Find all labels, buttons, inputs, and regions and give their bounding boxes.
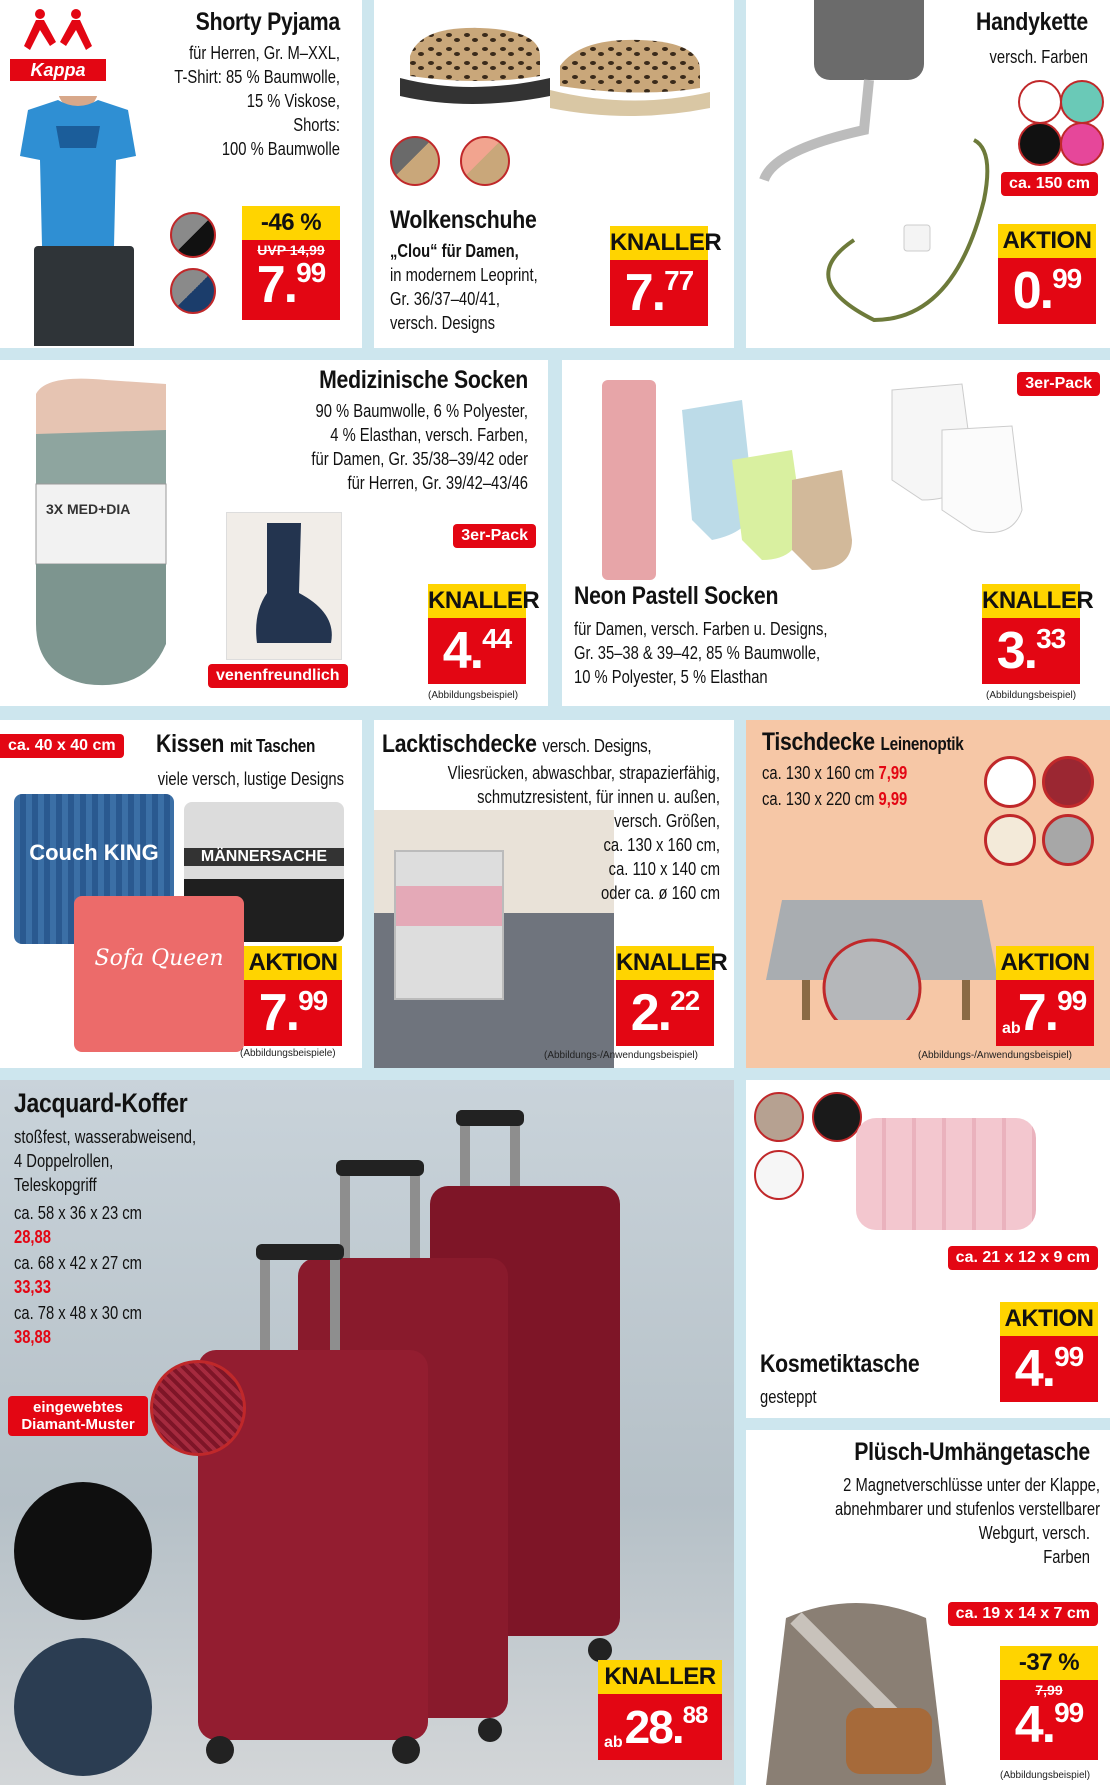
title-suffix: versch. Designs, bbox=[542, 736, 652, 756]
size-price-2: 33,33 bbox=[14, 1277, 51, 1297]
price-box bbox=[242, 206, 340, 320]
price-box bbox=[244, 946, 342, 1046]
product-card-neon-socken[interactable] bbox=[562, 360, 1110, 706]
color-swatch-white bbox=[1018, 80, 1062, 124]
color-swatch-pink bbox=[1060, 122, 1104, 166]
price-cents: 44 bbox=[482, 623, 512, 654]
old-price: UVP 14,99 bbox=[257, 242, 325, 258]
desc-line-1: „Clou“ für Damen, bbox=[390, 241, 519, 261]
woman-with-bag-image bbox=[756, 1578, 956, 1785]
price-tag bbox=[996, 980, 1094, 1046]
price-box bbox=[610, 226, 722, 326]
product-title: Handykette bbox=[975, 8, 1088, 36]
price-box bbox=[998, 224, 1096, 324]
size-line-3: ca. 78 x 48 x 30 cm bbox=[14, 1303, 142, 1323]
product-title: Wolkenschuhe bbox=[390, 206, 537, 234]
aktion-badge: AKTION bbox=[1000, 1302, 1098, 1336]
color-swatch-black bbox=[1018, 122, 1062, 166]
desc-line-3: für Damen, Gr. 35/38–39/42 oder bbox=[311, 449, 528, 469]
old-price: 7,99 bbox=[1035, 1682, 1063, 1698]
price-box bbox=[1000, 1646, 1098, 1760]
size-line-1: ca. 58 x 36 x 23 cm bbox=[14, 1203, 142, 1223]
price-cents: 99 bbox=[1052, 263, 1082, 294]
color-swatch-taupe bbox=[754, 1092, 804, 1142]
aktion-badge: AKTION bbox=[998, 224, 1096, 258]
size-tag: ca. 40 x 40 cm bbox=[0, 734, 124, 758]
price-main: 0. bbox=[1012, 262, 1053, 320]
price-cents: 99 bbox=[298, 985, 328, 1016]
size-tag: ca. 19 x 14 x 7 cm bbox=[948, 1602, 1098, 1626]
product-title: Jacquard-Koffer bbox=[14, 1088, 188, 1118]
product-card-tischdecke[interactable] bbox=[746, 720, 1110, 1068]
shorts-image bbox=[34, 246, 134, 346]
package-image bbox=[394, 850, 504, 1000]
price-main: 4. bbox=[1014, 1340, 1055, 1398]
pastel-socks-image bbox=[592, 370, 1032, 580]
price-from-label: ab bbox=[1002, 1020, 1021, 1037]
desc-line-4: für Herren, Gr. 39/42–43/46 bbox=[347, 473, 528, 493]
price-cents: 88 bbox=[682, 1702, 708, 1729]
product-desc: gesteppt bbox=[760, 1387, 817, 1407]
price-main: 3. bbox=[996, 622, 1037, 680]
desc-line-6: oder ca. ø 160 cm bbox=[601, 883, 720, 903]
price-box bbox=[428, 584, 540, 684]
product-desc: versch. Farben bbox=[989, 47, 1088, 67]
price-tag bbox=[428, 618, 526, 684]
desc-line-4: Shorts: bbox=[293, 115, 340, 135]
svg-text:3X MED+DIA: 3X MED+DIA bbox=[46, 501, 131, 517]
product-title: Plüsch-Umhängetasche bbox=[854, 1438, 1090, 1466]
price-tag bbox=[1000, 1680, 1098, 1760]
sock-on-foot-image bbox=[226, 512, 342, 660]
desc-line-3: versch. Größen, bbox=[614, 811, 720, 831]
price-main: 4. bbox=[1014, 1696, 1055, 1754]
desc-line-2: T-Shirt: 85 % Baumwolle, bbox=[174, 67, 340, 87]
desc-line-2: abnehmbarer und stufenlos verstellbarer bbox=[834, 1499, 1100, 1519]
desc-line-3: Gr. 36/37–40/41, bbox=[390, 289, 500, 309]
desc-line-3: 10 % Polyester, 5 % Elasthan bbox=[574, 667, 768, 687]
title-main: Lacktischdecke bbox=[382, 730, 537, 758]
price-main: 7. bbox=[258, 984, 299, 1042]
product-card-kissen[interactable] bbox=[0, 720, 362, 1068]
size-price: 7,99 bbox=[878, 763, 908, 783]
cosmetic-bag-image bbox=[856, 1118, 1036, 1230]
desc-line-5: ca. 110 x 140 cm bbox=[608, 859, 720, 879]
desc-line-2: 4 Doppelrollen, bbox=[14, 1151, 114, 1171]
color-swatch-black bbox=[812, 1092, 862, 1142]
color-swatch-cream bbox=[984, 814, 1036, 866]
pillow-text: MÄNNERSACHE bbox=[184, 848, 344, 866]
image-note: (Abbildungsbeispiel) bbox=[986, 690, 1077, 701]
size-label: ca. 130 x 160 cm bbox=[762, 763, 875, 783]
size-price-1: 28,88 bbox=[14, 1227, 51, 1247]
discount-badge: -46 % bbox=[242, 206, 340, 240]
desc-line-4: Farben bbox=[1043, 1547, 1090, 1567]
image-note: (Abbildungsbeispiel) bbox=[1000, 1770, 1091, 1781]
price-tag bbox=[244, 980, 342, 1046]
product-title: Shorty Pyjama bbox=[195, 8, 340, 36]
product-card-pyjama[interactable] bbox=[0, 0, 362, 348]
price-main: 7. bbox=[1017, 984, 1058, 1042]
title-main: Kissen bbox=[156, 730, 225, 758]
product-title bbox=[382, 730, 688, 759]
price-cents: 99 bbox=[1054, 1697, 1084, 1728]
desc-line-3: 15 % Viskose, bbox=[246, 91, 340, 111]
price-cents: 22 bbox=[670, 985, 700, 1016]
product-card-umhaengetasche[interactable] bbox=[746, 1430, 1110, 1785]
knaller-badge: KNALLER bbox=[428, 584, 526, 618]
image-note: (Abbildungs-/Anwendungsbeispiel) bbox=[918, 1050, 1072, 1061]
price-cents: 99 bbox=[1054, 1341, 1084, 1372]
pack-tag: 3er-Pack bbox=[453, 524, 536, 548]
color-swatch-grey-black bbox=[170, 212, 216, 258]
desc-line-5: 100 % Baumwolle bbox=[221, 139, 340, 159]
price-main: 2. bbox=[630, 984, 671, 1042]
product-desc: viele versch, lustige Designs bbox=[157, 769, 344, 789]
color-swatch-grey bbox=[1042, 814, 1094, 866]
price-from-label: ab bbox=[604, 1734, 623, 1751]
price-box bbox=[616, 946, 728, 1046]
product-title bbox=[156, 730, 343, 759]
knaller-badge: KNALLER bbox=[598, 1660, 722, 1694]
color-swatch-navy bbox=[14, 1638, 152, 1776]
table-image bbox=[762, 870, 1002, 1020]
price-box bbox=[982, 584, 1094, 684]
desc-line-1: stoßfest, wasserabweisend, bbox=[14, 1127, 197, 1147]
desc-line-2: schmutzresistent, für innen u. außen, bbox=[477, 787, 720, 807]
desc-line-1: für Herren, Gr. M–XXL, bbox=[189, 43, 340, 63]
color-swatch-black bbox=[14, 1482, 152, 1620]
discount-badge: -37 % bbox=[1000, 1646, 1098, 1680]
pillow-sofa-queen bbox=[74, 896, 244, 1052]
aktion-badge: AKTION bbox=[244, 946, 342, 980]
size-price-3: 38,88 bbox=[14, 1327, 51, 1347]
desc-line-1: für Damen, versch. Farben u. Designs, bbox=[574, 619, 828, 639]
price-cents: 77 bbox=[664, 265, 694, 296]
color-swatch-white bbox=[984, 756, 1036, 808]
product-title: Neon Pastell Socken bbox=[574, 582, 779, 610]
pillow-text: Couch KING bbox=[29, 840, 159, 865]
knaller-badge: KNALLER bbox=[982, 584, 1080, 618]
knaller-badge: KNALLER bbox=[610, 226, 708, 260]
price-main: 7. bbox=[256, 256, 297, 314]
image-note: (Abbildungsbeispiele) bbox=[240, 1048, 336, 1059]
product-card-med-socken[interactable] bbox=[0, 360, 548, 706]
product-title: Medizinische Socken bbox=[319, 366, 528, 394]
desc-line-1: 90 % Baumwolle, 6 % Polyester, bbox=[315, 401, 528, 421]
price-tag bbox=[982, 618, 1080, 684]
color-swatch-pink-leo bbox=[460, 136, 510, 186]
image-note: (Abbildungsbeispiel) bbox=[428, 690, 519, 701]
desc-line-3: Teleskopgriff bbox=[14, 1175, 97, 1195]
product-card-kosmetiktasche[interactable] bbox=[746, 1080, 1110, 1418]
desc-line-2: 4 % Elasthan, versch. Farben, bbox=[330, 425, 528, 445]
color-swatch-grey-navy bbox=[170, 268, 216, 314]
color-swatch-grey-leo bbox=[390, 136, 440, 186]
product-card-lacktischdecke[interactable] bbox=[374, 720, 734, 1068]
desc-line-1: 2 Magnetverschlüsse unter der Klappe, bbox=[843, 1475, 1100, 1495]
price-main: 28. bbox=[624, 1701, 683, 1753]
product-title: Kosmetiktasche bbox=[760, 1350, 920, 1378]
price-box bbox=[1000, 1302, 1098, 1402]
size-line-1 bbox=[762, 762, 926, 784]
desc-line-4: versch. Designs bbox=[390, 313, 496, 333]
price-tag bbox=[616, 980, 714, 1046]
size-tag: ca. 150 cm bbox=[1001, 172, 1098, 196]
image-note: (Abbildungs-/Anwendungsbeispiel) bbox=[544, 1050, 698, 1061]
size-label: ca. 130 x 220 cm bbox=[762, 789, 875, 809]
color-swatch-mint bbox=[1060, 80, 1104, 124]
size-tag: ca. 21 x 12 x 9 cm bbox=[948, 1246, 1098, 1270]
price-main: 4. bbox=[442, 622, 483, 680]
diamond-pattern-zoom bbox=[150, 1360, 246, 1456]
price-tag bbox=[610, 260, 708, 326]
product-card-wolkenschuhe[interactable] bbox=[374, 0, 734, 348]
feature-tag: eingewebtes Diamant-Muster bbox=[8, 1396, 148, 1436]
tshirt-image bbox=[18, 96, 138, 246]
product-title bbox=[762, 728, 983, 757]
price-box bbox=[996, 946, 1094, 1046]
suitcase-image bbox=[180, 1110, 640, 1770]
sock-package-image bbox=[26, 374, 176, 692]
product-card-koffer[interactable] bbox=[0, 1080, 734, 1785]
aktion-badge: AKTION bbox=[996, 946, 1094, 980]
title-main: Tischdecke bbox=[762, 728, 875, 756]
size-line-2 bbox=[762, 788, 926, 810]
product-card-handykette[interactable] bbox=[746, 0, 1110, 348]
desc-line-2: Gr. 35–38 & 39–42, 85 % Baumwolle, bbox=[574, 643, 821, 663]
size-line-2: ca. 68 x 42 x 27 cm bbox=[14, 1253, 142, 1273]
price-tag bbox=[1000, 1336, 1098, 1402]
price-cents: 99 bbox=[296, 257, 326, 288]
price-tag bbox=[998, 258, 1096, 324]
desc-line-4: ca. 130 x 160 cm, bbox=[603, 835, 720, 855]
title-suffix: mit Taschen bbox=[229, 736, 316, 756]
price-cents: 33 bbox=[1036, 623, 1066, 654]
kappa-logo bbox=[10, 6, 106, 78]
feature-tag: venenfreundlich bbox=[208, 664, 348, 688]
size-price: 9,99 bbox=[878, 789, 908, 809]
pack-tag: 3er-Pack bbox=[1017, 372, 1100, 396]
brand-label: Kappa bbox=[10, 59, 106, 81]
price-cents: 99 bbox=[1057, 985, 1087, 1016]
slipper-image bbox=[390, 16, 720, 126]
desc-line-1: Vliesrücken, abwaschbar, strapazierfähig, bbox=[447, 763, 720, 783]
price-tag bbox=[242, 240, 340, 320]
pillow-text: Sofa Queen bbox=[94, 946, 224, 971]
title-suffix: Leinenoptik bbox=[880, 734, 964, 754]
price-main: 7. bbox=[624, 264, 665, 322]
color-swatch-bordeaux bbox=[1042, 756, 1094, 808]
desc-line-3: Webgurt, versch. bbox=[978, 1523, 1090, 1543]
desc-line-2: in modernem Leoprint, bbox=[390, 265, 538, 285]
color-swatch-white bbox=[754, 1150, 804, 1200]
price-box bbox=[598, 1660, 722, 1760]
knaller-badge: KNALLER bbox=[616, 946, 714, 980]
price-tag bbox=[598, 1694, 722, 1760]
